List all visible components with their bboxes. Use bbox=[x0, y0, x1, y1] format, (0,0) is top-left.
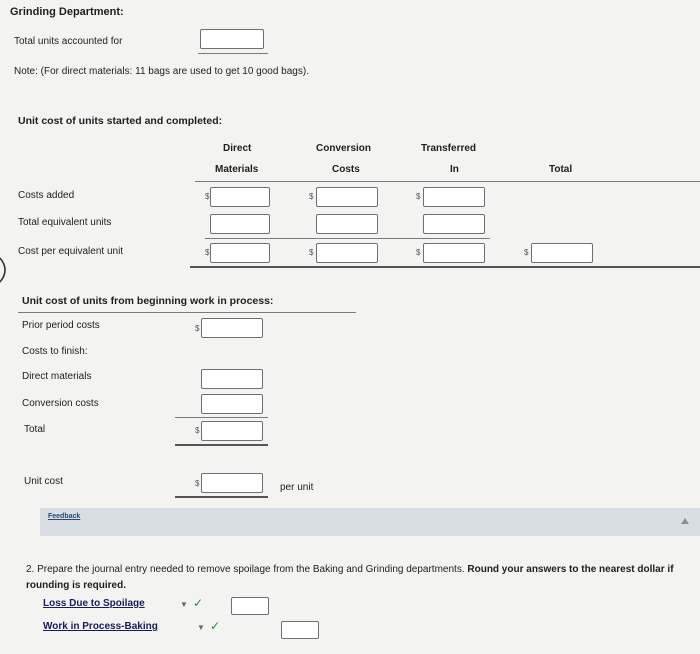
checkmark-icon: ✓ bbox=[210, 619, 221, 633]
feedback-button[interactable]: Feedback bbox=[48, 513, 81, 520]
feedback-bar bbox=[40, 508, 700, 536]
dollar-sign: $ bbox=[416, 192, 421, 201]
costs-added-ti-input[interactable] bbox=[423, 187, 485, 207]
equiv-units-dm-input[interactable] bbox=[210, 214, 270, 234]
costs-added-conv-input[interactable] bbox=[316, 187, 378, 207]
direct-materials-label: Direct materials bbox=[22, 371, 92, 382]
header-transferred: Transferred bbox=[421, 143, 477, 154]
dollar-sign: $ bbox=[309, 192, 314, 201]
header-conversion: Conversion bbox=[316, 143, 372, 154]
conversion-costs-label: Conversion costs bbox=[22, 398, 99, 409]
dollar-sign: $ bbox=[195, 479, 200, 488]
unit-cost-label: Unit cost bbox=[24, 476, 63, 487]
cost-per-unit-dm-input[interactable] bbox=[210, 243, 270, 263]
dollar-sign: $ bbox=[416, 248, 421, 257]
prior-period-input[interactable] bbox=[201, 318, 263, 338]
journal-account-select-1[interactable]: Loss Due to Spoilage bbox=[43, 598, 145, 609]
question-2-bold: Round your answers to the nearest dollar if rounding is required. bbox=[26, 564, 674, 591]
journal-debit-input-2[interactable] bbox=[281, 621, 319, 639]
question-2-normal: 2. Prepare the journal entry needed to remove spoilage from the Baking and Grinding departments. bbox=[26, 564, 465, 575]
header-materials: Materials bbox=[215, 164, 259, 175]
equiv-units-conv-input[interactable] bbox=[316, 214, 378, 234]
question-2-text bbox=[26, 562, 691, 594]
header-costs: Costs bbox=[332, 164, 360, 175]
section-title-started: Unit cost of units started and completed: bbox=[18, 115, 223, 127]
journal-debit-input-1[interactable] bbox=[231, 597, 269, 615]
grinding-title: Grinding Department: bbox=[10, 6, 124, 18]
costs-to-finish-label: Costs to finish: bbox=[22, 346, 88, 357]
row-total-equiv-units: Total equivalent units bbox=[18, 217, 112, 228]
dollar-sign: $ bbox=[524, 248, 529, 257]
header-total: Total bbox=[549, 164, 573, 175]
dollar-sign: $ bbox=[205, 248, 210, 257]
header-in: In bbox=[450, 164, 459, 175]
dollar-sign: $ bbox=[195, 324, 200, 333]
total-label: Total bbox=[24, 424, 46, 435]
journal-account-select-2[interactable]: Work in Process-Baking bbox=[43, 621, 158, 632]
checkmark-icon: ✓ bbox=[193, 596, 204, 610]
cost-per-unit-ti-input[interactable] bbox=[423, 243, 485, 263]
section-title-beginning: Unit cost of units from beginning work in process: bbox=[22, 295, 274, 307]
total-units-input[interactable] bbox=[200, 29, 264, 49]
prior-period-label: Prior period costs bbox=[22, 320, 100, 331]
costs-added-dm-input[interactable] bbox=[210, 187, 270, 207]
finish-conv-input[interactable] bbox=[201, 394, 263, 414]
cost-per-unit-conv-input[interactable] bbox=[316, 243, 378, 263]
row-cost-per-equiv-unit: Cost per equivalent unit bbox=[18, 246, 124, 257]
beginning-total-input[interactable] bbox=[201, 421, 263, 441]
dropdown-arrow-icon[interactable]: ▼ bbox=[180, 600, 188, 609]
equiv-units-ti-input[interactable] bbox=[423, 214, 485, 234]
left-edge-arc-icon bbox=[0, 256, 12, 284]
row-costs-added: Costs added bbox=[18, 190, 75, 201]
triangle-up-icon[interactable] bbox=[681, 518, 689, 524]
total-units-label: Total units accounted for bbox=[14, 36, 123, 47]
dollar-sign: $ bbox=[205, 192, 210, 201]
dropdown-arrow-icon[interactable]: ▼ bbox=[197, 623, 205, 632]
per-unit-label: per unit bbox=[280, 482, 314, 493]
dollar-sign: $ bbox=[309, 248, 314, 257]
cost-per-unit-total-input[interactable] bbox=[531, 243, 593, 263]
finish-dm-input[interactable] bbox=[201, 369, 263, 389]
unit-cost-input[interactable] bbox=[201, 473, 263, 493]
note-text: Note: (For direct materials: 11 bags are used to get 10 good bags). bbox=[14, 66, 309, 77]
header-direct: Direct bbox=[223, 143, 252, 154]
dollar-sign: $ bbox=[195, 426, 200, 435]
